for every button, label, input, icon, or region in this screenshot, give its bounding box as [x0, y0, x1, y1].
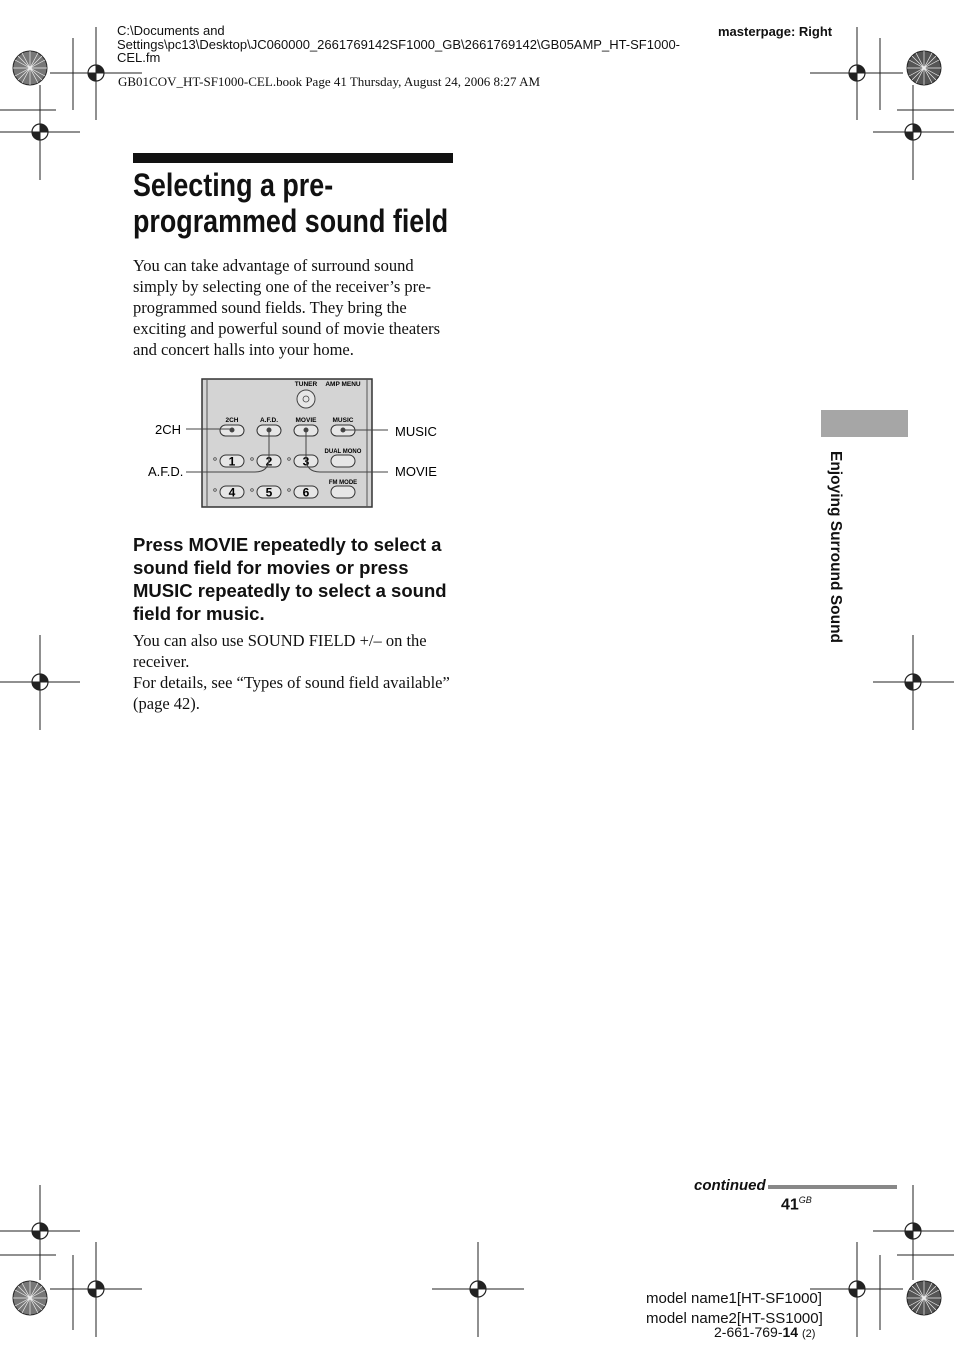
continued-label: continued	[694, 1177, 766, 1194]
callout-music: MUSIC	[395, 424, 437, 439]
number-2: 2	[265, 454, 273, 469]
masterpage-label: masterpage: Right	[718, 24, 833, 39]
dual-mono-label: DUAL MONO	[324, 449, 362, 455]
fm-mode-label: FM MODE	[328, 480, 358, 486]
page-number: $41^{GB}$	[781, 1195, 812, 1214]
callout-movie: MOVIE	[395, 464, 437, 479]
number-3: 3	[302, 454, 310, 469]
music-button-label: MUSIC	[332, 417, 354, 424]
model-name-2: model name2[HT-SS1000]	[646, 1310, 823, 1327]
step-note-1: You can also use SOUND FIELD +/– on the receiver.	[133, 631, 427, 671]
file-path: C:\Documents and Settings\pc13\Desktop\JC060000_2661769142SF1000_GB\2661769142\GB05AMP_HT-SF1000-CEL.fm	[117, 23, 680, 65]
2ch-button-label: 2CH	[225, 417, 239, 424]
movie-button-label: MOVIE	[295, 417, 317, 424]
number-4: 4	[228, 485, 236, 500]
number-5: 5	[265, 485, 273, 500]
section-tab-label: Enjoying Surround Sound	[827, 451, 844, 644]
model-name-1: model name1[HT-SF1000]	[646, 1290, 822, 1307]
tuner-label: TUNER	[294, 381, 318, 388]
number-6: 6	[302, 485, 310, 500]
amp-menu-label: AMP MENU	[325, 381, 361, 388]
afd-button-label: A.F.D.	[259, 417, 279, 424]
document-code: 2-661-769-14 (2)	[714, 1324, 816, 1340]
page-title: Selecting a pre-programmed sound field	[133, 167, 449, 239]
callout-2ch: 2CH	[155, 422, 182, 437]
number-1: 1	[228, 454, 236, 469]
book-info: GB01COV_HT-SF1000-CEL.book Page 41 Thursday, August 24, 2006 8:27 AM	[118, 74, 541, 89]
intro-paragraph: You can take advantage of surround sound simply by selecting one of the receiver’s pre-programmed sound fields. They bring the exciting and powerful sound of movie theaters and concert halls into your home.	[133, 256, 440, 359]
callout-afd: A.F.D.	[148, 464, 184, 479]
step-note-2: For details, see “Types of sound field available” (page 42).	[133, 673, 450, 713]
step-heading: Press MOVIE repeatedly to select a sound field for movies or press MUSIC repeatedly to select a sound field for music.	[133, 534, 447, 624]
